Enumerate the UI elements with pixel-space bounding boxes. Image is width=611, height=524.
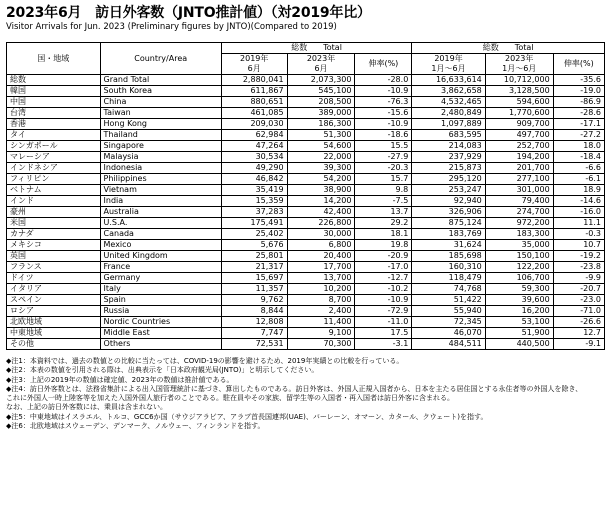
table-row — [7, 339, 605, 350]
value-2019-cumulative: 1,097,889 — [412, 119, 485, 130]
growth-cumulative: -19.0 — [553, 86, 604, 97]
value-2023-cumulative: 39,600 — [485, 295, 553, 306]
footnote-line: ◆注6：北欧地域はスウェーデン、デンマーク、ノルウェー、フィンランドを指す。 — [6, 422, 265, 431]
country-name-en: Vietnam — [100, 185, 221, 196]
value-2023-month: 38,900 — [287, 185, 355, 196]
value-2019-cumulative: 875,124 — [412, 218, 485, 229]
table-row — [7, 273, 605, 284]
value-2019-cumulative: 326,906 — [412, 207, 485, 218]
header-2023-cumulative: 2023年 1月～6月 — [485, 54, 553, 75]
table-row — [7, 295, 605, 306]
country-name-en: Mexico — [100, 240, 221, 251]
value-2019-cumulative: 51,422 — [412, 295, 485, 306]
value-2019-cumulative: 237,929 — [412, 152, 485, 163]
value-2019-month: 175,491 — [221, 218, 287, 229]
country-name-jp: 台湾 — [7, 108, 101, 119]
value-2019-month: 5,676 — [221, 240, 287, 251]
value-2023-cumulative: 497,700 — [485, 130, 553, 141]
value-2023-month: 11,400 — [287, 317, 355, 328]
table-row — [7, 163, 605, 174]
country-name-jp: 韓国 — [7, 86, 101, 97]
growth-cumulative: -27.2 — [553, 130, 604, 141]
value-2023-month: 14,200 — [287, 196, 355, 207]
country-name-jp: スペイン — [7, 295, 101, 306]
value-2019-cumulative: 72,345 — [412, 317, 485, 328]
country-name-en: Canada — [100, 229, 221, 240]
country-name-en: U.S.A. — [100, 218, 221, 229]
table-row — [7, 207, 605, 218]
country-name-en: South Korea — [100, 86, 221, 97]
value-2023-month: 51,300 — [287, 130, 355, 141]
growth-cumulative: 18.9 — [553, 185, 604, 196]
country-name-jp: 中国 — [7, 97, 101, 108]
table-row — [7, 108, 605, 119]
value-2023-cumulative: 594,600 — [485, 97, 553, 108]
value-2023-cumulative: 909,700 — [485, 119, 553, 130]
header-country-en: Country/Area — [100, 43, 221, 75]
table-row — [7, 251, 605, 262]
growth-cumulative: -19.2 — [553, 251, 604, 262]
table-row — [7, 317, 605, 328]
value-2023-month: 54,600 — [287, 141, 355, 152]
value-2019-cumulative: 2,480,849 — [412, 108, 485, 119]
value-2023-month: 226,800 — [287, 218, 355, 229]
country-name-en: United Kingdom — [100, 251, 221, 262]
country-name-en: Singapore — [100, 141, 221, 152]
value-2023-month: 22,000 — [287, 152, 355, 163]
value-2023-cumulative: 150,100 — [485, 251, 553, 262]
value-2019-cumulative: 3,862,658 — [412, 86, 485, 97]
growth-cumulative: -20.7 — [553, 284, 604, 295]
country-name-en: India — [100, 196, 221, 207]
value-2019-month: 209,030 — [221, 119, 287, 130]
value-2023-month: 39,300 — [287, 163, 355, 174]
country-name-en: China — [100, 97, 221, 108]
country-name-en: Others — [100, 339, 221, 350]
country-name-en: France — [100, 262, 221, 273]
growth-month: -72.9 — [355, 306, 412, 317]
growth-month: -10.9 — [355, 86, 412, 97]
value-2023-cumulative: 201,700 — [485, 163, 553, 174]
value-2023-month: 2,073,300 — [287, 75, 355, 86]
value-2019-month: 2,880,041 — [221, 75, 287, 86]
country-name-en: Taiwan — [100, 108, 221, 119]
growth-cumulative: -71.0 — [553, 306, 604, 317]
value-2019-cumulative: 295,120 — [412, 174, 485, 185]
country-name-jp: 北欧地域 — [7, 317, 101, 328]
growth-cumulative: -26.6 — [553, 317, 604, 328]
value-2019-cumulative: 215,873 — [412, 163, 485, 174]
growth-month: -18.6 — [355, 130, 412, 141]
value-2019-cumulative: 16,633,614 — [412, 75, 485, 86]
value-2023-cumulative: 10,712,000 — [485, 75, 553, 86]
value-2019-cumulative: 55,940 — [412, 306, 485, 317]
value-2019-cumulative: 46,070 — [412, 328, 485, 339]
table-row — [7, 262, 605, 273]
country-name-jp: フィリピン — [7, 174, 101, 185]
country-name-jp: その他 — [7, 339, 101, 350]
value-2019-cumulative: 160,310 — [412, 262, 485, 273]
table-header — [7, 43, 605, 75]
value-2019-cumulative: 253,247 — [412, 185, 485, 196]
growth-cumulative: -9.9 — [553, 273, 604, 284]
visitor-arrivals-table — [6, 42, 605, 350]
header-2019-cumulative: 2019年 1月～6月 — [412, 54, 485, 75]
growth-cumulative: -28.6 — [553, 108, 604, 119]
value-2023-cumulative: 972,200 — [485, 218, 553, 229]
country-name-jp: ロシア — [7, 306, 101, 317]
value-2019-month: 72,531 — [221, 339, 287, 350]
growth-cumulative: -14.6 — [553, 196, 604, 207]
growth-cumulative: -35.6 — [553, 75, 604, 86]
value-2023-month: 30,000 — [287, 229, 355, 240]
growth-month: -76.3 — [355, 97, 412, 108]
value-2019-cumulative: 183,769 — [412, 229, 485, 240]
country-name-jp: タイ — [7, 130, 101, 141]
value-2019-month: 37,283 — [221, 207, 287, 218]
value-2019-cumulative: 31,624 — [412, 240, 485, 251]
table-row — [7, 284, 605, 295]
value-2023-month: 545,100 — [287, 86, 355, 97]
growth-month: -15.6 — [355, 108, 412, 119]
country-name-en: Middle East — [100, 328, 221, 339]
value-2023-cumulative: 16,200 — [485, 306, 553, 317]
header-2019-month: 2019年 6月 — [221, 54, 287, 75]
growth-month: 19.8 — [355, 240, 412, 251]
value-2019-month: 7,747 — [221, 328, 287, 339]
table-row — [7, 130, 605, 141]
value-2023-cumulative: 440,500 — [485, 339, 553, 350]
value-2019-cumulative: 74,768 — [412, 284, 485, 295]
value-2019-cumulative: 214,083 — [412, 141, 485, 152]
table-row — [7, 306, 605, 317]
value-2023-month: 13,700 — [287, 273, 355, 284]
country-name-jp: 香港 — [7, 119, 101, 130]
growth-month: -7.5 — [355, 196, 412, 207]
growth-month: -28.0 — [355, 75, 412, 86]
country-name-en: Hong Kong — [100, 119, 221, 130]
value-2023-cumulative: 194,200 — [485, 152, 553, 163]
table-body — [7, 75, 605, 350]
value-2019-month: 9,762 — [221, 295, 287, 306]
value-2023-cumulative: 53,100 — [485, 317, 553, 328]
country-name-jp: 豪州 — [7, 207, 101, 218]
country-name-en: Indonesia — [100, 163, 221, 174]
value-2023-month: 186,300 — [287, 119, 355, 130]
value-2019-month: 12,808 — [221, 317, 287, 328]
value-2023-cumulative: 79,400 — [485, 196, 553, 207]
country-name-jp: 中東地域 — [7, 328, 101, 339]
country-name-en: Nordic Countries — [100, 317, 221, 328]
growth-month: 13.7 — [355, 207, 412, 218]
footnote-line: ◆注3：上記の2019年の数値は確定値、2023年の数値は推計値である。 — [6, 375, 234, 384]
growth-month: -10.9 — [355, 119, 412, 130]
growth-month: -11.0 — [355, 317, 412, 328]
table-row-total — [7, 75, 605, 86]
value-2023-month: 54,200 — [287, 174, 355, 185]
country-name-jp: インドネシア — [7, 163, 101, 174]
table-row — [7, 240, 605, 251]
country-name-jp: 英国 — [7, 251, 101, 262]
value-2023-cumulative: 301,000 — [485, 185, 553, 196]
table-row — [7, 328, 605, 339]
footnote-line: これに外国人一時上陸客等を加えた入国外国人旅行者のことである。駐在員やその家族、留学生等の入国者・再入国者は訪日外客に含まれる。 — [6, 394, 454, 403]
country-name-jp: メキシコ — [7, 240, 101, 251]
value-2023-cumulative: 3,128,500 — [485, 86, 553, 97]
growth-month: 15.7 — [355, 174, 412, 185]
country-name-jp: 米国 — [7, 218, 101, 229]
table-row — [7, 141, 605, 152]
value-2023-cumulative: 35,000 — [485, 240, 553, 251]
header-country-jp: 国・地域 — [7, 43, 101, 75]
country-name-jp: イタリア — [7, 284, 101, 295]
page-subtitle: Visitor Arrivals for Jun. 2023 (Preliminary figures by JNTO)(Compared to 2019) — [6, 22, 337, 32]
footnote-line: ◆注1：本資料では、過去の数値との比較に当たっては、COVID-19の影響を避けるため、2019年実績との比較を行っている。 — [6, 357, 404, 365]
footnote-line: ◆注4：訪日外客数とは、法務省集計による出入国管理統計に基づき、算出したものである。訪日外客は、外国人正規入国者から、日本を主たる居住国とする永住者等の外国人を除き、 — [6, 384, 583, 393]
growth-cumulative: -23.8 — [553, 262, 604, 273]
footnote-line: ◆注2：本表の数値を引用される際は、出典表示を「日本政府観光局(JNTO)」と明示してください。 — [6, 366, 319, 375]
value-2019-cumulative: 683,595 — [412, 130, 485, 141]
header-cumulative-total: 総数 Total — [412, 43, 605, 54]
value-2019-month: 47,264 — [221, 141, 287, 152]
country-name-jp: マレーシア — [7, 152, 101, 163]
country-name-en: Philippines — [100, 174, 221, 185]
growth-month: -20.9 — [355, 251, 412, 262]
growth-month: 29.2 — [355, 218, 412, 229]
growth-month: -12.7 — [355, 273, 412, 284]
country-name-jp: シンガポール — [7, 141, 101, 152]
growth-cumulative: -16.0 — [553, 207, 604, 218]
value-2019-month: 62,984 — [221, 130, 287, 141]
value-2023-month: 208,500 — [287, 97, 355, 108]
table-row — [7, 119, 605, 130]
country-name-en: Russia — [100, 306, 221, 317]
growth-month: 9.8 — [355, 185, 412, 196]
footnote-line: なお、上記の訪日外客数には、乗員は含まれない。 — [6, 403, 167, 412]
growth-month: -27.9 — [355, 152, 412, 163]
country-name-en: Germany — [100, 273, 221, 284]
value-2023-month: 8,700 — [287, 295, 355, 306]
value-2019-month: 880,651 — [221, 97, 287, 108]
growth-month: -10.2 — [355, 284, 412, 295]
value-2019-cumulative: 92,940 — [412, 196, 485, 207]
value-2019-month: 35,419 — [221, 185, 287, 196]
value-2019-month: 8,844 — [221, 306, 287, 317]
value-2019-month: 11,357 — [221, 284, 287, 295]
country-name-jp: ドイツ — [7, 273, 101, 284]
value-2023-cumulative: 274,700 — [485, 207, 553, 218]
country-name-jp: ベトナム — [7, 185, 101, 196]
value-2023-month: 9,100 — [287, 328, 355, 339]
footnotes — [6, 357, 605, 431]
growth-month: -20.3 — [355, 163, 412, 174]
growth-cumulative: -18.4 — [553, 152, 604, 163]
value-2023-month: 6,800 — [287, 240, 355, 251]
table-row — [7, 97, 605, 108]
header-monthly-total: 総数 Total — [221, 43, 411, 54]
header-growth-cumulative: 伸率(%) — [553, 54, 604, 75]
value-2019-month: 21,317 — [221, 262, 287, 273]
footnote-line: ◆注5：中東地域はイスラエル、トルコ、GCC6か国（サウジアラビア、アラブ首長国連邦(UAE)、バーレーン、オマーン、カタール、クウェート)を指す。 — [6, 412, 488, 421]
value-2023-month: 10,200 — [287, 284, 355, 295]
value-2023-month: 20,400 — [287, 251, 355, 262]
growth-cumulative: -86.9 — [553, 97, 604, 108]
country-name-en: Malaysia — [100, 152, 221, 163]
table-row — [7, 152, 605, 163]
value-2023-cumulative: 1,770,600 — [485, 108, 553, 119]
growth-month: -3.1 — [355, 339, 412, 350]
value-2019-month: 30,534 — [221, 152, 287, 163]
value-2023-cumulative: 183,300 — [485, 229, 553, 240]
country-name-jp: フランス — [7, 262, 101, 273]
growth-cumulative: -6.6 — [553, 163, 604, 174]
value-2023-cumulative: 122,200 — [485, 262, 553, 273]
value-2019-month: 611,867 — [221, 86, 287, 97]
growth-cumulative: 11.1 — [553, 218, 604, 229]
value-2023-cumulative: 51,900 — [485, 328, 553, 339]
country-name-jp: 総数 — [7, 75, 101, 86]
growth-cumulative: -0.3 — [553, 229, 604, 240]
table-row — [7, 86, 605, 97]
growth-month: -10.9 — [355, 295, 412, 306]
value-2019-month: 461,085 — [221, 108, 287, 119]
value-2023-month: 17,700 — [287, 262, 355, 273]
value-2019-month: 25,801 — [221, 251, 287, 262]
value-2023-month: 70,300 — [287, 339, 355, 350]
value-2019-month: 25,402 — [221, 229, 287, 240]
value-2023-month: 389,000 — [287, 108, 355, 119]
country-name-en: Australia — [100, 207, 221, 218]
value-2019-month: 49,290 — [221, 163, 287, 174]
value-2019-cumulative: 185,698 — [412, 251, 485, 262]
value-2023-cumulative: 252,700 — [485, 141, 553, 152]
table-row — [7, 174, 605, 185]
growth-cumulative: 10.7 — [553, 240, 604, 251]
growth-month: -17.0 — [355, 262, 412, 273]
country-name-jp: カナダ — [7, 229, 101, 240]
value-2019-cumulative: 484,511 — [412, 339, 485, 350]
value-2019-month: 15,697 — [221, 273, 287, 284]
value-2019-month: 46,842 — [221, 174, 287, 185]
growth-cumulative: -17.1 — [553, 119, 604, 130]
value-2019-cumulative: 4,532,465 — [412, 97, 485, 108]
header-growth-month: 伸率(%) — [355, 54, 412, 75]
growth-month: 15.5 — [355, 141, 412, 152]
growth-month: 17.5 — [355, 328, 412, 339]
value-2023-month: 2,400 — [287, 306, 355, 317]
growth-cumulative: 12.7 — [553, 328, 604, 339]
country-name-en: Italy — [100, 284, 221, 295]
value-2019-cumulative: 118,479 — [412, 273, 485, 284]
value-2023-cumulative: 106,700 — [485, 273, 553, 284]
value-2023-month: 42,400 — [287, 207, 355, 218]
growth-cumulative: 18.0 — [553, 141, 604, 152]
country-name-en: Spain — [100, 295, 221, 306]
value-2023-cumulative: 59,300 — [485, 284, 553, 295]
growth-cumulative: -9.1 — [553, 339, 604, 350]
growth-cumulative: -23.0 — [553, 295, 604, 306]
value-2023-cumulative: 277,100 — [485, 174, 553, 185]
table-row — [7, 196, 605, 207]
table-row — [7, 218, 605, 229]
growth-cumulative: -6.1 — [553, 174, 604, 185]
country-name-en: Grand Total — [100, 75, 221, 86]
country-name-en: Thailand — [100, 130, 221, 141]
country-name-jp: インド — [7, 196, 101, 207]
header-2023-month: 2023年 6月 — [287, 54, 355, 75]
table-row — [7, 229, 605, 240]
value-2019-month: 15,359 — [221, 196, 287, 207]
page-title: 2023年6月 訪日外客数（JNTO推計値）（対2019年比） — [6, 5, 371, 21]
table-row — [7, 185, 605, 196]
growth-month: 18.1 — [355, 229, 412, 240]
